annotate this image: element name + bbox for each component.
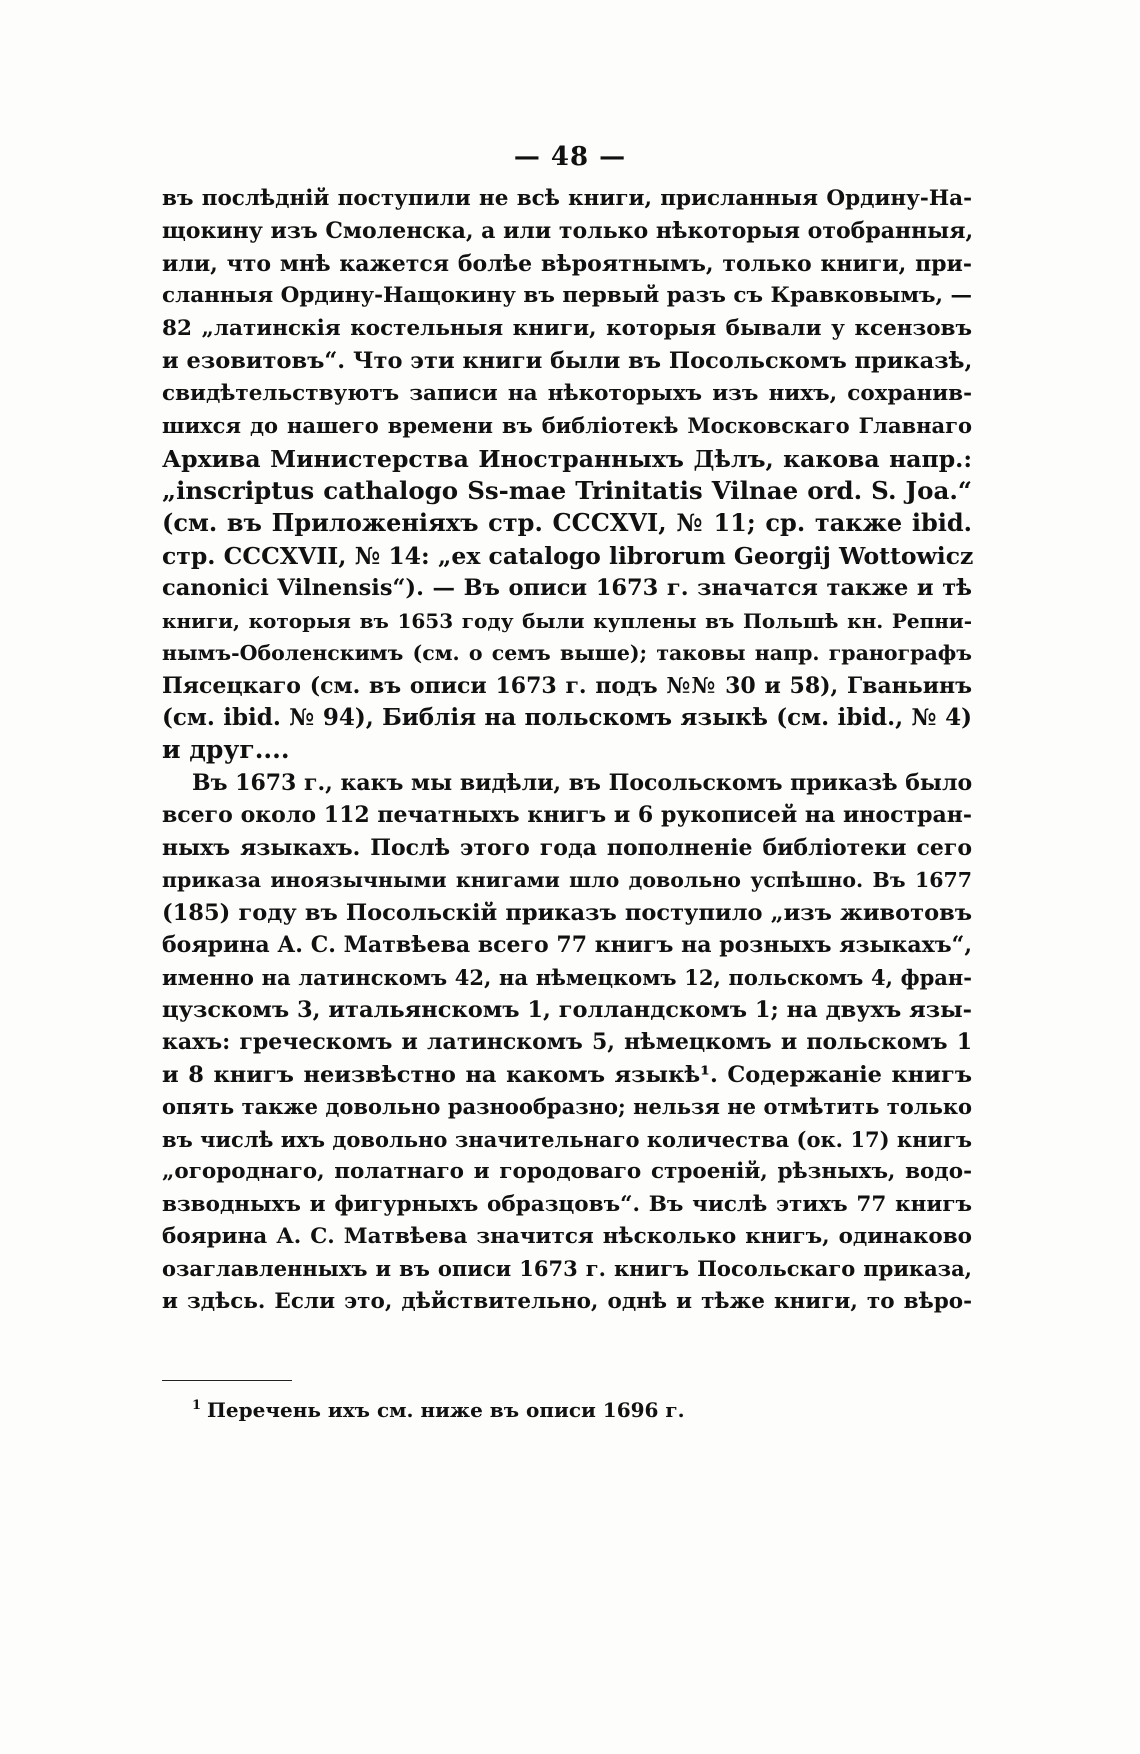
text-line: „inscriptus cathalogo Ss-mae Trinitatis Vilnae ord. S. Joa.“ bbox=[162, 475, 972, 505]
text-line: щокину изъ Смоленска, а или только нѣкоторыя отобранныя, bbox=[162, 218, 974, 245]
text-line: боярина А. С. Матвѣева значится нѣсколько книгъ, одинаково bbox=[162, 1224, 972, 1249]
text-line: и езовитовъ“. Что эти книги были въ Посольскомъ приказѣ, bbox=[162, 348, 973, 375]
text-line: или, что мнѣ кажется болѣе вѣроятнымъ, только книги, при- bbox=[162, 250, 972, 277]
page-number: — 48 — bbox=[513, 142, 627, 172]
text-line: стр. CCCXVII, № 14: „ex catalogo librorum Georgij Wottowicz bbox=[162, 541, 974, 570]
text-line: Архива Министерства Иностранныхъ Дѣлъ, какова напр.: bbox=[162, 444, 972, 473]
footnote-text: Перечень ихъ см. ниже въ описи 1696 г. bbox=[207, 1398, 685, 1422]
text-line: (см. ibid. № 94), Библія на польскомъ языкѣ (см. ibid., № 4) bbox=[162, 704, 972, 731]
body-text bbox=[162, 183, 972, 1318]
text-line: 82 „латинскія костельныя книги, которыя бывали у ксензовъ bbox=[162, 315, 972, 341]
text-line: озаглавленныхъ и въ описи 1673 г. книгъ Посольскаго приказа, bbox=[162, 1256, 972, 1282]
text-line: нымъ-Оболенскимъ (см. о семъ выше); таковы напр. гранографъ bbox=[162, 641, 972, 666]
text-line: шихся до нашего времени въ библіотекѣ Московскаго Главнаго bbox=[162, 413, 972, 439]
text-line: ныхъ языкахъ. Послѣ этого года пополненіе библіотеки сего bbox=[162, 834, 972, 861]
text-line: сланныя Ордину-Нащокину въ первый разъ съ Кравковымъ, — bbox=[162, 283, 972, 309]
text-line: книги, которыя въ 1653 году были куплены въ Польшѣ кн. Репни- bbox=[162, 608, 972, 633]
text-line: взводныхъ и фигурныхъ образцовъ“. Въ числѣ этихъ 77 книгъ bbox=[162, 1191, 972, 1217]
text-line: Въ 1673 г., какъ мы видѣли, въ Посольскомъ приказѣ было bbox=[192, 769, 973, 796]
text-line: кахъ: греческомъ и латинскомъ 5, нѣмецкомъ и польскомъ 1 bbox=[162, 1029, 972, 1056]
text-line: цузскомъ 3, итальянскомъ 1, голландскомъ 1; на двухъ язы- bbox=[162, 996, 972, 1023]
text-line: Пясецкаго (см. въ описи 1673 г. подъ №№ 30 и 58), Гваньинъ bbox=[162, 672, 972, 699]
footnote-mark: 1 bbox=[192, 1398, 202, 1414]
text-line: въ послѣдній поступили не всѣ книги, присланныя Ордину-На- bbox=[162, 186, 972, 211]
text-line: боярина А. С. Матвѣева всего 77 книгъ на розныхъ языкахъ“, bbox=[162, 932, 972, 959]
text-line: именно на латинскомъ 42, на нѣмецкомъ 12, польскомъ 4, фран- bbox=[162, 964, 972, 990]
text-line: „огороднаго, полатнаго и городоваго строеній, рѣзныхъ, водо- bbox=[162, 1159, 972, 1185]
text-line: (см. въ Приложеніяхъ стр. CCCXVI, № 11; ср. также ibid. bbox=[162, 508, 972, 538]
text-line: всего около 112 печатныхъ книгъ и 6 рукописей на иностран- bbox=[162, 802, 972, 829]
text-line: (185) году въ Посольскій приказъ поступило „изъ животовъ bbox=[162, 899, 972, 926]
text-line: приказа иноязычными книгами шло довольно успѣшно. Въ 1677 bbox=[162, 868, 972, 893]
text-line: въ числѣ ихъ довольно значительнаго количества (ок. 17) книгъ bbox=[162, 1126, 972, 1152]
footnote bbox=[192, 1398, 685, 1422]
text-line: canonici Vilnensis“). — Въ описи 1673 г. значатся также и тѣ bbox=[162, 575, 972, 602]
text-line: и друг.... bbox=[162, 735, 290, 765]
text-line: и здѣсь. Если это, дѣйствительно, однѣ и тѣже книги, то вѣро- bbox=[162, 1288, 972, 1314]
text-line: свидѣтельствуютъ записи на нѣкоторыхъ изъ нихъ, сохранив- bbox=[162, 380, 972, 406]
footnote-divider bbox=[162, 1380, 292, 1381]
text-line: опять также довольно разнообразно; нельзя не отмѣтить только bbox=[162, 1094, 972, 1120]
text-line: и 8 книгъ неизвѣстно на какомъ языкѣ¹. Содержаніе книгъ bbox=[162, 1061, 972, 1088]
